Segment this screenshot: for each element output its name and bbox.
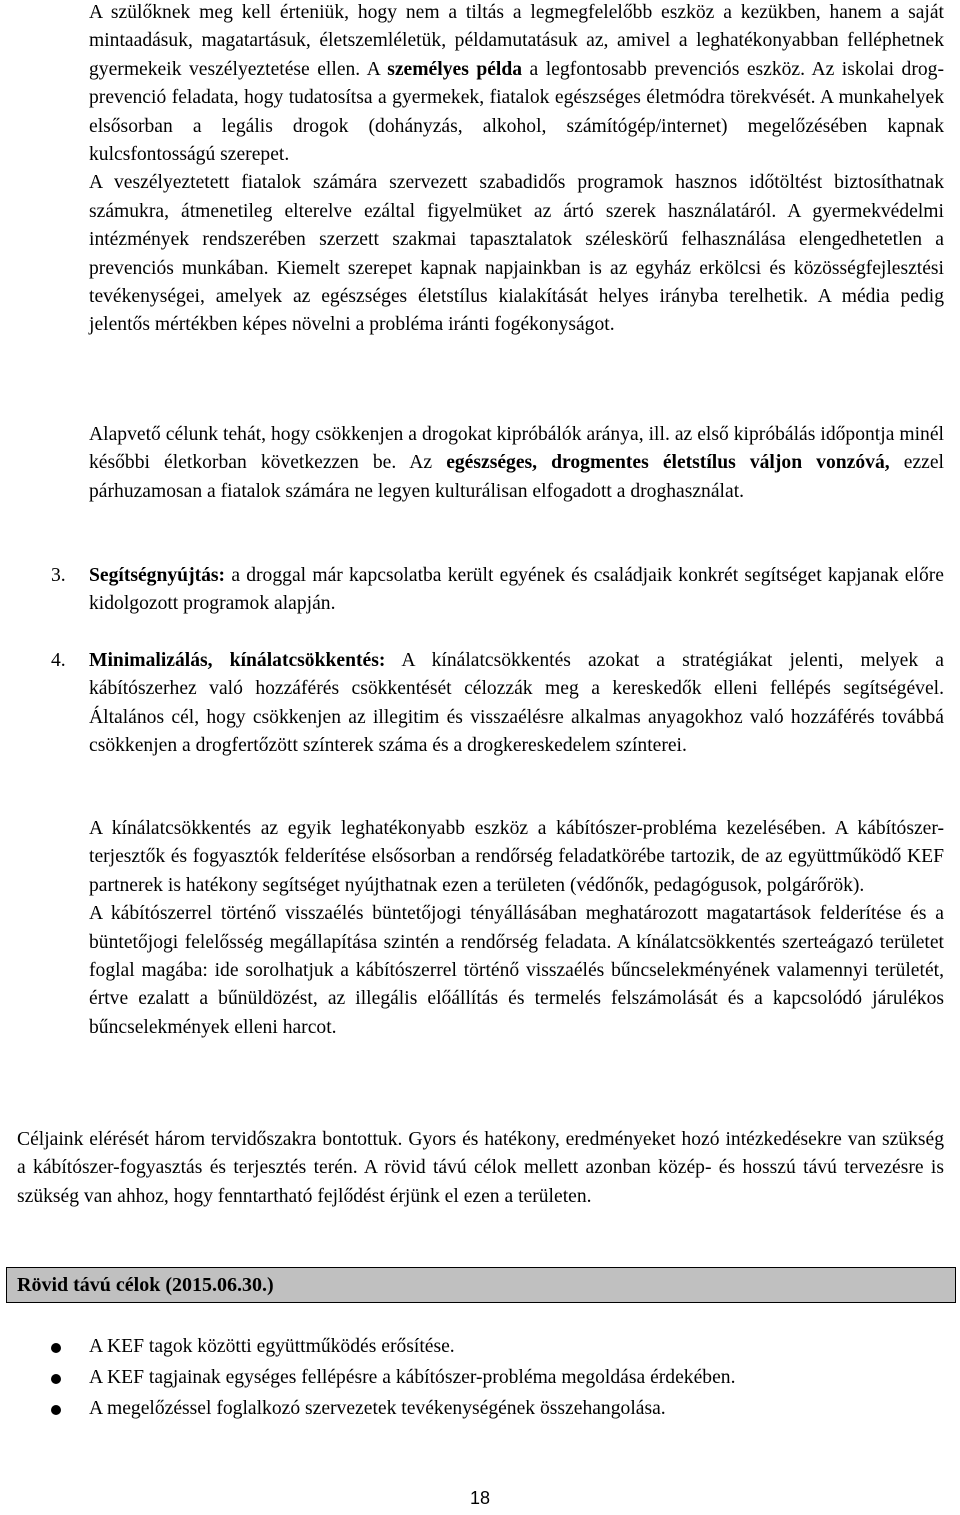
bullet-icon	[51, 1343, 61, 1353]
list-item	[0, 1364, 960, 1395]
goal-section	[89, 421, 944, 506]
page-number: 18	[469, 1488, 491, 1508]
text-prevention-tools: a legfontosabb prevenciós eszköz. Az iskolai drog-prevenció feladata, hogy tudatosítsa a gyermekek, fiatalok egészséges életmódra törekvését. A munkahelyek elsősorban a legális drogok (dohányzás, alkohol, számítógép/internet) megelőzésében kapnak kulcsfontosságú szerepet.	[89, 58, 944, 166]
periods-section	[17, 1126, 944, 1211]
bullet-icon	[51, 1374, 61, 1384]
list-item-text: A KEF tagok közötti együttműködés erősítése.	[89, 1336, 455, 1357]
paragraph-criminal-law: A kábítószerrel történő visszaélés büntetőjogi tényállásában meghatározott magatartások felderítése és a büntetőjogi felelősség megállapítása szintén a rendőrség feladata. A kínálatcsökkentés szerteágazó területet foglal magába: ide sorolhatjuk a kábítószerrel történő visszaélés bűncselekményének valamennyi területét, értve ezalatt a bűnüldözést, az illegális előállítás és termelés felszámolását és a kapcsolódó járulékos bűncselekmények elleni harcot.	[89, 903, 944, 1038]
text-parents: A szülőknek meg kell érteniük, hogy nem a tiltás a legmegfelelőbb eszköz a kezükben, hanem a saját mintaadásuk, magatartásuk, életszemléletük, példamutatásuk az, amivel a leghatékonyabban felléphetnek gyermekeik veszélyeztetése ellen.	[89, 2, 944, 80]
list-item	[0, 1395, 960, 1426]
list-item-text: A KEF tagjainak egységes fellépésre a kábítószer-probléma megoldása érdekében.	[89, 1367, 736, 1388]
intro-section	[89, 0, 944, 340]
supply-section	[89, 815, 944, 1042]
short-term-goals-list	[0, 1333, 960, 1426]
list-item-text: A megelőzéssel foglalkozó szervezetek tevékenységének összehangolása.	[89, 1398, 666, 1419]
item-3	[89, 562, 944, 619]
item-4	[89, 647, 944, 761]
paragraph-leisure: A veszélyeztetett fiatalok számára szervezett szabadidős programok hasznos időtöltést biztosíthatnak számukra, átmenetileg elterelve ezáltal figyelmüket az ártó szerek használatáról. A gyermekvédelmi intézmények rendszerében szerzett szakmai tapasztalatok széleskörű felhasználása elengedhetetlen a prevenciós munkában. Kiemelt szerepet kapnak napjainkban is az egyház erkölcsi és közösségfejlesztési tevékenységei, amelyek az egészséges életstílus kialakítását helyes irányba terelhetik. A média pedig jelentős mértékben képes növelni a probléma iránti fogékonyságot.	[89, 172, 944, 336]
bullet-icon	[51, 1405, 61, 1415]
bold-personal-example: személyes példa	[387, 58, 523, 80]
text-goal-post: ezzel párhuzamosan a fiatalok számára ne legyen kulturálisan elfogadott a droghasználat.	[89, 452, 944, 502]
list-item	[0, 1333, 960, 1364]
paragraph-periods: Céljaink elérését három tervidőszakra bontottuk. Gyors és hatékony, eredményeket hozó intézkedésekre van szükség a kábítószer-fogyasztás és terjesztés terén. A rövid távú célok mellett azonban közép- és hosszú távú tervezésre is szükség van ahhoz, hogy fenntartható fejlődést érjünk el ezen a területen.	[17, 1129, 944, 1207]
text-a: A	[366, 58, 380, 80]
paragraph-minimization	[89, 647, 944, 761]
bold-minimization: Minimalizálás, kínálatcsökkentés:	[89, 650, 386, 671]
paragraph-parents	[89, 0, 944, 169]
short-term-goals-heading-bar	[6, 1267, 956, 1303]
short-term-goals-heading: Rövid távú célok (2015.06.30.)	[17, 1274, 274, 1296]
bold-help: Segítségnyújtás:	[89, 565, 226, 586]
text-help: a droggal már kapcsolatba került egyének és családjaik konkrét segítséget kapjanak előre kidolgozott programok alapján.	[89, 565, 944, 615]
paragraph-goal	[89, 421, 944, 506]
paragraph-supply-reduction: A kínálatcsökkentés az egyik leghatékonyabb eszköz a kábítószer-probléma kezelésében. A kábítószer-terjesztők és fogyasztók felderítése elsősorban a rendőrség feladatkörébe tartozik, de az együttműködő KEF partnerek is hatékony segítséget nyújthatnak ezen a területen (védőnők, pedagógusok, polgárőrök).	[89, 818, 944, 896]
text-minimization: A kínálatcsökkentés azokat a stratégiákat jelenti, melyek a kábítószerhez való hozzáférés csökkentését célozzák meg a kereskedők elleni fellépés segítségével. Általános cél, hogy csökkenjen az illegitim és visszaélésre alkalmas anyagokhoz való hozzáférés továbbá csökkenjen a drogfertőzött színterek száma és a drogkereskedelem színterei.	[89, 650, 944, 757]
item-number-3: 3.	[51, 565, 66, 586]
paragraph-help	[89, 562, 944, 619]
text-goal-pre: Alapvető célunk tehát, hogy csökkenjen a drogokat kipróbálók aránya, ill. az első kipróbálás időpontja minél későbbi életkorban következzen be. Az	[89, 424, 944, 474]
bold-healthy-lifestyle: egészséges, drogmentes életstílus váljon vonzóvá,	[446, 452, 890, 474]
item-number-4: 4.	[51, 650, 66, 671]
